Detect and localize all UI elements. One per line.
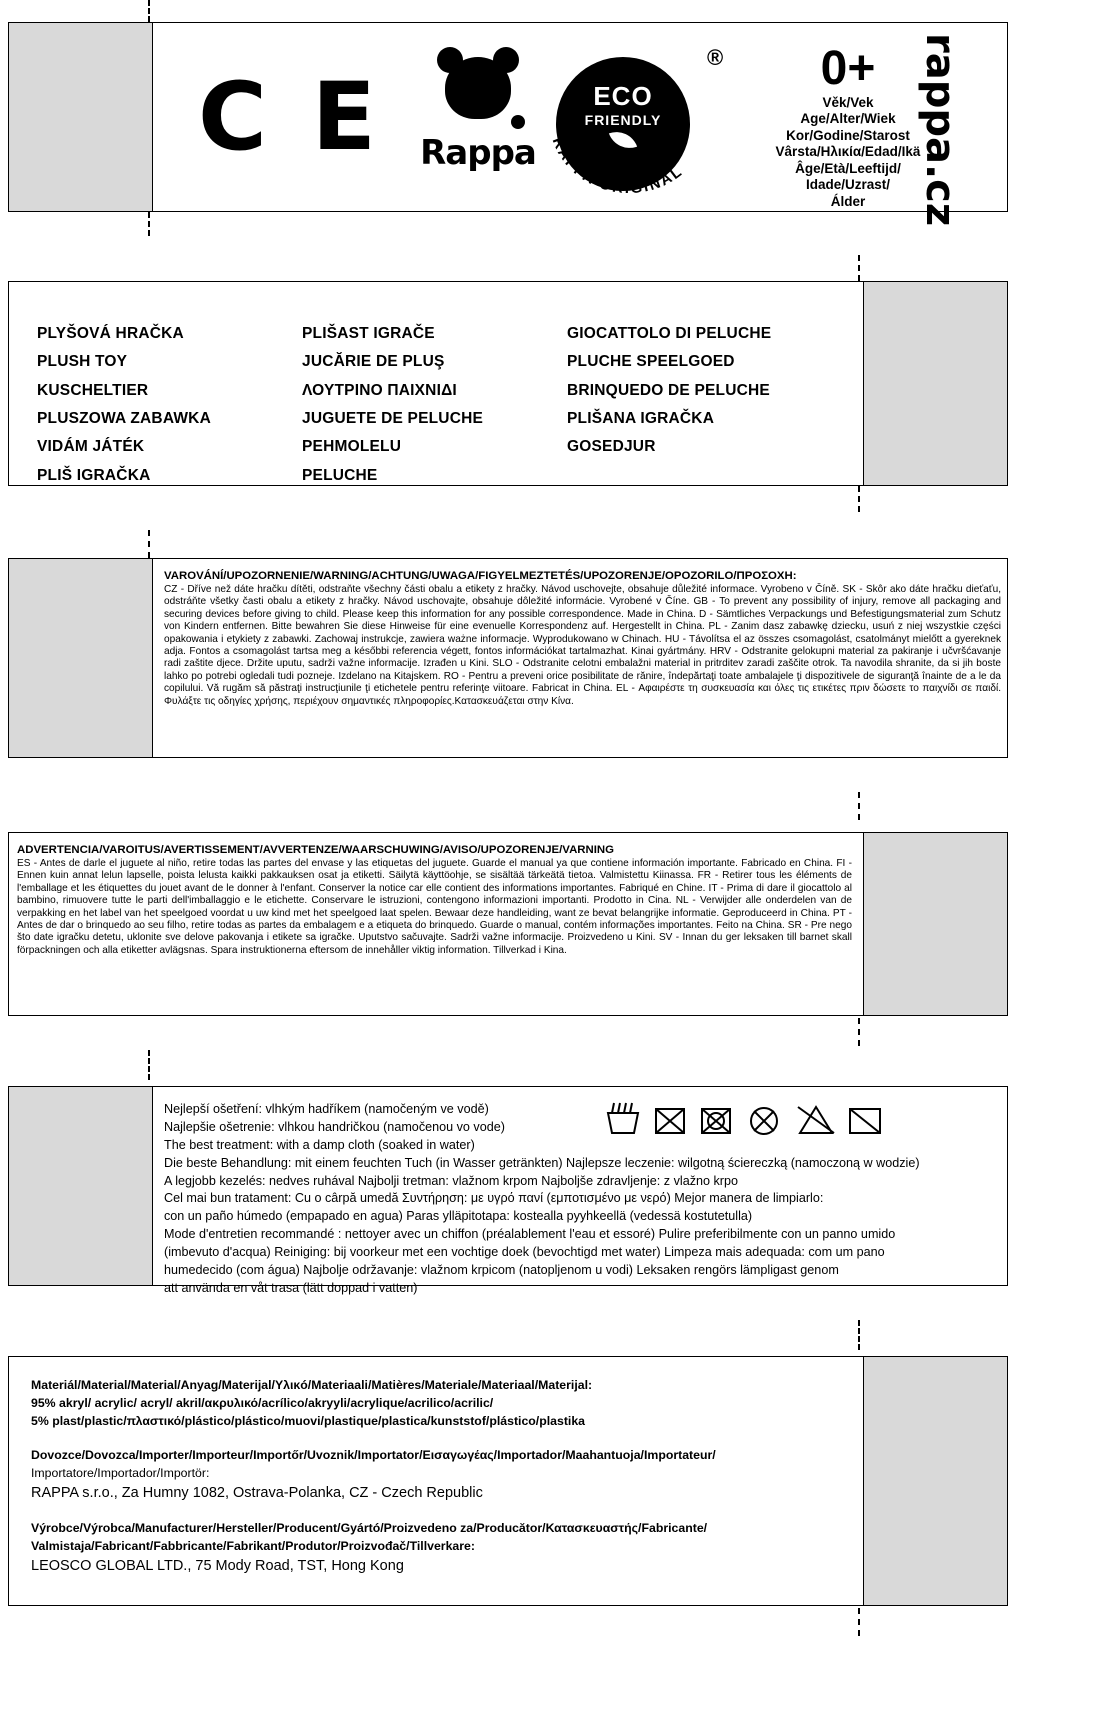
grey-tab-right: [863, 1357, 1007, 1605]
ce-mark-icon: C E: [198, 63, 382, 172]
svg-text:RAPPA ORIGINAL: RAPPA ORIGINAL: [548, 134, 687, 198]
product-name: BRINQUEDO DE PELUCHE: [567, 381, 770, 399]
product-name: PLIŠAST IGRAČE: [302, 325, 435, 342]
cut-mark: [858, 1608, 860, 1636]
warnings-title-2: ADVERTENCIA/VAROITUS/AVERTISSEMENT/AVVERTENZE/WAARSCHUWING/AVISO/UPOZORENJE/VARNING: [17, 844, 614, 856]
names-column-2: [302, 320, 567, 490]
product-name: JUCĂRIE DE PLUŞ: [302, 353, 445, 371]
care-text: [164, 1101, 1001, 1298]
product-names-panel: [8, 281, 1008, 486]
cut-mark: [148, 0, 150, 22]
care-line: (imbevuto d'acqua) Reiniging: bij voorkeur met een vochtige doek (bevochtigd met water) Limpeza mais adequada: com um pano: [164, 1245, 885, 1259]
age-label: Âge/Età/Leeftijd/: [795, 160, 901, 176]
care-line: Die beste Behandlung: mit einem feuchten Tuch (in Wasser getränkten) Najlepsze leczenie: wilgotną ściereczką (namoczoną w wodzie): [164, 1155, 920, 1170]
cut-mark: [148, 212, 150, 236]
importer-heading: Dovozce/Dovozca/Importer/Importeur/Importőr/Uvoznik/Importator/Εισαγωγέας/Importador/Maahantuoja/Importateur/: [31, 1447, 716, 1462]
importer-value: RAPPA s.r.o., Za Humny 1082, Ostrava-Polanka, CZ - Czech Republic: [31, 1484, 483, 1501]
product-name: PLUSZOWA ZABAWKA: [37, 410, 211, 428]
warnings-panel-2: [8, 832, 1008, 1016]
material-line-1: 95% akryl/ acrylic/ acryl/ akril/ακρυλικό/acrílico/akryyli/acrylique/acrilico/acrilic/: [31, 1395, 494, 1410]
product-name: PLUSH TOY: [37, 353, 128, 371]
material-importer-panel: [8, 1356, 1008, 1606]
cut-mark: [858, 255, 860, 281]
manufacturer-heading: Výrobce/Výrobca/Manufacturer/Hersteller/Producent/Gyártó/Proizvedeno za/Producător/Κατασκευαστής/Fabricante/: [31, 1520, 708, 1535]
eco-label-line2: FRIENDLY: [584, 112, 662, 128]
product-name: GOSEDJUR: [567, 438, 656, 456]
care-line: Mode d'entretien recommandé : nettoyer avec un chiffon (préalablement l'eau et essoré) Pulire preferibilmente con un panno umido: [164, 1227, 896, 1242]
material-importer-text: [31, 1377, 852, 1577]
rappa-original-arc: [544, 59, 702, 198]
grey-tab-left: [9, 1087, 153, 1285]
age-labels: [753, 95, 943, 210]
age-label: Álder: [830, 193, 866, 209]
care-line: A legjobb kezelés: nedves ruhával Najbolji tretman: vlažnom krpom Najboljše zdravljenje: z vlažno krpo: [164, 1173, 738, 1188]
manufacturer-heading-2: Valmistaja/Fabricant/Fabbricante/Fabrikant/Produtor/Proizvođač/Tillverkare:: [31, 1538, 475, 1553]
eco-label-line1: ECO: [593, 81, 653, 111]
material-heading: Materiál/Material/Material/Anyag/Materijal/Υλικó/Materiaali/Matières/Materiale/Materiaal/Materijal:: [31, 1378, 593, 1392]
cut-mark: [858, 1018, 860, 1046]
product-name: GIOCATTOLO DI PELUCHE: [567, 325, 772, 342]
age-label: Vârsta/Ηλικία/Edad/Ikä: [775, 144, 921, 160]
cut-mark: [858, 1320, 860, 1350]
product-name: PLYŠOVÁ HRAČKA: [37, 325, 184, 342]
grey-tab-right: [863, 282, 1007, 485]
bear-head-icon: [435, 45, 521, 131]
warnings-text-2: [17, 843, 852, 1011]
warnings-text-1: [164, 569, 1001, 753]
care-line: The best treatment: with a damp cloth (soaked in water): [164, 1137, 475, 1152]
product-name: PEHMOLELU: [302, 438, 402, 456]
cut-mark: [858, 486, 860, 512]
cut-mark: [148, 530, 150, 558]
product-names-columns: [37, 320, 847, 490]
certification-content: [152, 23, 1007, 227]
product-name: KUSCHELTIER: [37, 381, 149, 399]
names-column-1: [37, 320, 302, 490]
product-name: ΛΟΥΤΡΙΝΟ ΠΑΙΧΝΙΔΙ: [302, 381, 457, 399]
cut-mark: [858, 792, 860, 820]
warnings-panel-1: [8, 558, 1008, 758]
care-line: Cel mai bun tratament: Cu o cârpă umedă Συντήρηση: με υγρό πανί (εμποτισμένο με νερό) Mejor manera de limpiarlo:: [164, 1191, 824, 1206]
product-name: JUGUETE DE PELUCHE: [302, 410, 484, 428]
product-name: VIDÁM JÁTÉK: [37, 438, 145, 456]
age-label: Kor/Godine/Starost: [786, 127, 910, 143]
care-line: con un paño húmedo (empapado en agua) Paras ylläpitotapa: kostealla pyyhkeellä (vedessä kostutetulla): [164, 1209, 753, 1224]
care-line: Najlepšie ošetrenie: vlhkou handričkou (namočenou vo vode): [164, 1119, 505, 1134]
grey-tab-right: [863, 833, 1007, 1015]
warnings-body-1: CZ - Dříve než dáte hračku dítěti, odstraňte všechny části obalu a etikety z hračky. Návod uschovejte, obsahuje důležité informace. Vyrobeno v Číně. SK - Skôr ako dáte hračku dieťaťu, odstráňte všetky časti obalu a etikety z hračky. Návod uschovajte, obsahuje dôležité informácie. Vyrobené v Číne. GB - To prevent any possibility of injury, remove all packaging and securing devices before giving to child. Please keep this information for any possible correspondence. Made in China. D - Sämtliches Verpackungs und Befestigungsmaterial zum Schutz von Kindern entfernen. Bitte bewahren Sie diese Hinweise für eine evenuelle Korrespondenz auf. Hergestellt in China. PL - Zanim dasz zabawkę dziecku, usuń z niej wszystkie części opakowania i etykiety z zabawki. Zachowaj instrukcje, zawiera ważne informacje. Wyprodukowano w Chinach. HU - Távolítsa el az összes csomagolást, csatolmányt mielőtt a gyereknek adja. Fontos a csomagolást tartsa meg a későbbi referencia végett, fontos információkat tartalmazhat. Kinai gyártmány. HRV - Odstranite gelokupni material za pakiranje i učvršćavanje radi zaštite djece. Držite uputu, sadrži važne informacije. Izrađen u Kini. SLO - Odstranite celotni embalažni material in pritrditev zaradi zaščite otrok. Ta navodila shranite, da si jih boste lahko po potrebi ogledali tudi pozneje. Izdelano na Kitajskem. RO - Pentru a preveni orice posibilitate de rănire, îndepărtaţi toate ambalajele ţi dispozitivele de siguranţă înainte de a le da copilului. Vă rugăm să păstraţi instrucţiunile ţi etichetele pentru referinţe viitoare. Fabricat in China. EL - Αφαιρέστε τη συσκευασία και όλες τις ετικέτες πριν δώσετε το παιχνίδι σε παιδί. Φυλάξτε τις οδηγίες χρήσης, περιέχουν σημαντικές πληροφορίες.Κατασκευάζεται στην Κίνα.: [164, 584, 1001, 707]
care-instructions-panel: [8, 1086, 1008, 1295]
names-column-3: [567, 320, 832, 490]
product-name: PELUCHE: [302, 466, 378, 484]
eco-friendly-badge: [538, 53, 708, 198]
age-value: 0+: [820, 42, 876, 95]
registered-trademark-icon: ®: [707, 45, 724, 70]
importer-heading-2: Importatore/Importador/Importör:: [31, 1465, 210, 1480]
care-line: att använda en våt trasa (lätt doppad i vatten): [164, 1280, 418, 1295]
care-line: Nejlepší ošetření: vlhkým hadříkem (namočeným ve vodě): [164, 1102, 489, 1116]
rappa-wordmark: Rappa: [420, 133, 536, 173]
grey-tab-left: [9, 559, 153, 757]
product-name: PLIŠ IGRAČKA: [37, 466, 151, 484]
product-name: PLUCHE SPEELGOED: [567, 353, 735, 371]
website-vertical-text: rappa.cz: [917, 33, 963, 227]
cut-mark: [148, 1050, 150, 1080]
warnings-title-1: VAROVÁNÍ/UPOZORNENIE/WARNING/ACHTUNG/UWAGA/FIGYELMEZTETÉS/UPOZORENJE/OPOZORILO/ΠΡΟΣΟΧΗ:: [164, 570, 797, 582]
grey-tab-left: [9, 23, 152, 211]
age-marking: [753, 42, 943, 210]
manufacturer-value: LEOSCO GLOBAL LTD., 75 Mody Road, TST, Hong Kong: [31, 1557, 404, 1574]
certification-strip: [8, 22, 1008, 227]
care-line: humedecido (com água) Najbolje održavanje: vlažnom krpicom (natopljenom u vodi) Leksaken rengörs lämpligast genom: [164, 1262, 839, 1277]
product-name: PLIŠANA IGRAČKA: [567, 410, 715, 428]
material-line-2: 5% plast/plastic/πλαστικό/plástico/plástico/muovi/plastique/plastica/kunststof/plástico/plastika: [31, 1413, 586, 1428]
age-label: Age/Alter/Wiek: [800, 111, 896, 127]
age-label: Věk/Vek: [822, 95, 874, 110]
warnings-body-2: ES - Antes de darle el juguete al niño, retire todas las partes del envase y las etiquetas del juguete. Guarde el manual ya que contiene información importante. Fabricado en China. FI - Ennen kuin annat lelun lapselle, poista lelusta kaikki pakkauksen osat ja etiketti. Säilytä käyttöohje, se sisältää tärkeätä tietoa. Valmistettu Kiinassa. FR - Retirer tous les éléments de l'emballage et les étiquettes du jouet avant de le donner à l'enfant. Conserver la notice car elle contient des informations importantes. Fabriqué en Chine. IT - Prima di dare il giocattolo al bambino, rimuovere tutte le parti dell'imballaggio e le etichette. Conservare le istruzioni, contengono informazioni importanti. Prodotto in Cina. NL - Verwijder alle onderdelen van de verpakking en het label van het speelgoed voordat u uw kind met het speelgoed laat spelen. Bewaar deze handleiding, want ze bevat belangrijke informatie. Geproduceerd in China. PT - Antes de dar o brinquedo ao seu filho, retire todas as partes da embalagem e a etiqueta do brinquedo. Guarde o manual, contém informações importantes. Feito na China. SR - Pre nego što date igračku detetu, uklonite sve delove pakovanja i etikete sa igračke. Uputstvo sačuvajte. Sadrži važne informacije. Proizvedeno u Kini. SV - Innan du ger leksaken till barnet skall förpackningen och alla etiketter avlägsnas. Spara instruktionerna eftersom de innehåller viktig information. Tillverkad i Kina.: [17, 858, 852, 956]
age-label: Idade/Uzrast/: [805, 177, 891, 193]
